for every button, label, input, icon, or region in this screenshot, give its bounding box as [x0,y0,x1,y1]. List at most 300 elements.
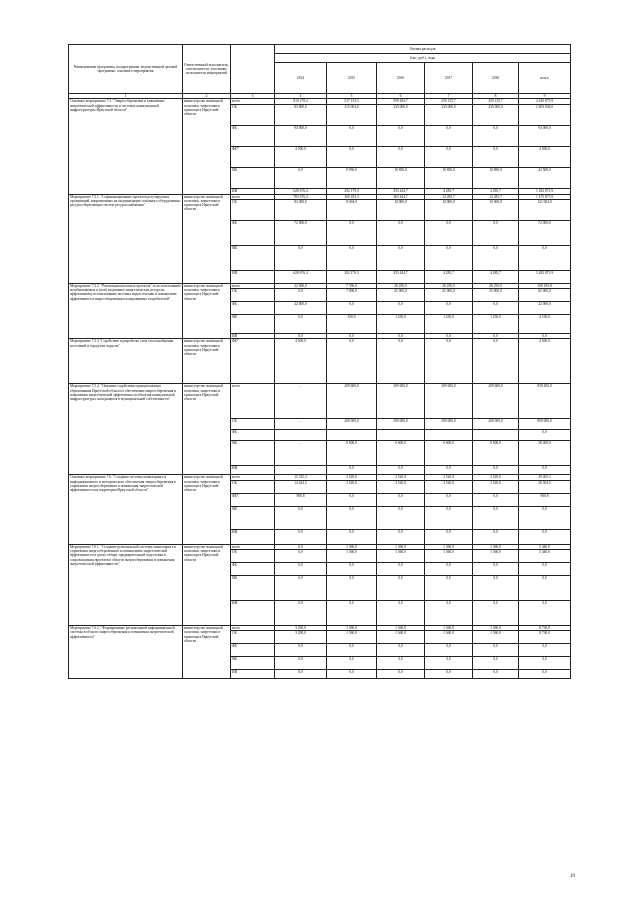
header-year: 2018 [473,63,519,94]
total-cell: 108 100,0 [519,283,571,288]
amount-cell: 1 360,0 [425,550,473,563]
amount-cell: 9 950,0 [327,167,377,188]
funding-source-cell: ИИ [231,529,275,544]
funding-source-cell: ФБ [231,430,275,441]
funding-source-cell: ИИ [231,334,275,339]
responsible-cell: министерство жилищной политики, энергетики и транспорта Иркутской области [183,283,231,339]
funding-source-cell: всего [231,384,275,419]
total-cell: 0,0 [519,576,571,601]
header-year: 2015 [327,63,377,94]
amount-cell: 0,0 [473,220,519,245]
header-responsible: Ответственный исполнитель, соисполнители, участники, исполнители мероприятий [183,45,231,94]
amount-cell: 353 444,7 [377,188,425,194]
total-cell: 38 400,0 [519,441,571,466]
funding-source-cell: ФБ* [231,146,275,167]
header-year: 2014 [275,63,327,94]
program-name-cell: Мероприятие 7.6.1. "Создание региональной системы мониторинга и управления энергосбережением и повышением энергетической эффективности в целях отбора, предварительной подготовки и сопровождения проектов в области энергосбережения и повышения энергетической эффективности" [69,544,183,625]
amount-cell: 235 000,0 [377,104,425,125]
amount-cell: 200 000,0 [473,419,519,430]
responsible-cell: министерство жилищной политики, энергетики и транспорта Иркутской области [183,626,231,679]
amount-cell: 14 424,5 [275,480,327,493]
funding-source-cell: ФБ [231,125,275,146]
amount-cell [425,430,473,441]
funding-source-cell: всего [231,544,275,549]
amount-cell: 0,0 [275,670,327,679]
amount-cell: 0,0 [377,339,425,384]
amount-cell: 83 000,0 [275,199,327,220]
amount-cell: 1 250,0 [377,315,425,334]
amount-cell: 0,0 [327,493,377,506]
amount-cell: 1 360,0 [327,631,377,644]
total-cell: 28 504,5 [519,480,571,493]
table-header [69,45,571,99]
amount-cell: 0,0 [327,576,377,601]
amount-cell: 0,0 [327,506,377,529]
amount-cell: 4 285,7 [425,188,473,194]
total-cell: 4 500,0 [519,339,571,384]
amount-cell: 10 850,0 [425,167,473,188]
total-cell: 8 730,0 [519,626,571,631]
amount-cell: 0,0 [327,670,377,679]
amount-cell: 900,8 [275,493,327,506]
total-cell: 0,0 [519,529,571,544]
funding-source-cell: всего [231,626,275,631]
amount-cell: 250 135,7 [473,99,519,104]
amount-cell: 215 004,0 [327,104,377,125]
amount-cell: 200 000,0 [425,419,473,430]
amount-cell: 0,0 [377,334,425,339]
funding-source-cell: ОБ [231,104,275,125]
amount-cell: 628 676,4 [275,270,327,283]
column-index: 7 [425,94,473,99]
total-cell: 8 730,0 [519,631,571,644]
responsible-cell: министерство жилищной политики, энергетики и транспорта Иркутской области [183,384,231,475]
amount-cell: 10 850,0 [473,167,519,188]
amount-cell: 0,0 [327,601,377,626]
amount-cell [473,430,519,441]
amount-cell: 0,0 [425,302,473,315]
header-year: 2017 [425,63,473,94]
amount-cell: 1 360,0 [327,626,377,631]
total-cell: 5 440,0 [519,550,571,563]
amount-cell: 15 325,3 [275,475,327,480]
amount-cell: 10 000,0 [473,199,519,220]
amount-cell [327,430,377,441]
amount-cell: 1 360,0 [327,550,377,563]
amount-cell: 628 676,4 [275,188,327,194]
amount-cell: 0,0 [327,334,377,339]
funding-source-cell: ОБ [231,631,275,644]
amount-cell: 10 000,0 [425,199,473,220]
budget-table [68,44,571,679]
funding-source-cell: ОБ [231,550,275,563]
amount-cell: 0,0 [327,529,377,544]
amount-cell: 10 000,0 [377,199,425,220]
amount-cell: 300 183,3 [327,194,377,199]
funding-source-cell: ФБ* [231,339,275,384]
amount-cell: 0,0 [327,125,377,146]
page-number: 10 [570,874,575,879]
amount-cell: 0,0 [327,220,377,245]
amount-cell: 250 135,7 [425,99,473,104]
total-cell: 82 000,0 [519,289,571,302]
funding-source-cell: ИИ [231,670,275,679]
amount-cell: 0,0 [425,576,473,601]
funding-source-cell: МБ [231,506,275,529]
amount-cell: 0,0 [275,506,327,529]
total-cell: 0,0 [519,601,571,626]
responsible-cell: министерство жилищной политики, энергетики и транспорта Иркутской области [183,99,231,194]
amount-cell: 0,0 [425,644,473,657]
amount-cell: 0,0 [473,657,519,670]
amount-cell: 0,0 [275,644,327,657]
total-cell: 900,8 [519,493,571,506]
amount-cell: 0,0 [473,302,519,315]
amount-cell: 0,0 [275,550,327,563]
amount-cell: 783 676,4 [275,194,327,199]
total-cell: 1 475 875,9 [519,194,571,199]
total-cell: 29 405,3 [519,475,571,480]
amount-cell: 7 350,0 [327,283,377,288]
header-total: итого [519,63,571,94]
amount-cell: 0,0 [377,670,425,679]
amount-cell: 0,0 [275,167,327,188]
amount-cell: 363 444,7 [377,194,425,199]
amount-cell: 10 850,0 [377,167,425,188]
amount-cell: 25 000,0 [473,289,519,302]
funding-source-cell: ИИ [231,270,275,283]
amount-cell: 0,0 [327,245,377,270]
amount-cell: 0,0 [377,657,425,670]
amount-cell: 3 520,0 [425,475,473,480]
responsible-cell: министерство жилищной политики, энергетики и транспорта Иркутской области [183,475,231,544]
amount-cell: 26 250,0 [377,283,425,288]
responsible-cell: министерство жилищной политики, энергетики и транспорта Иркутской области [183,339,231,384]
amount-cell: 0,0 [327,339,377,384]
total-cell: 2 426 875,9 [519,99,571,104]
program-name-cell: Мероприятие 7.5.3 "Содействие в разработке схем теплоснабжения поселений и городских округов" [69,339,183,384]
funding-source-cell: МБ [231,441,275,466]
column-index: 6 [377,94,425,99]
amount-cell: 0,0 [473,493,519,506]
program-name-cell: Основное мероприятие 7.5. "Энергосбережение и повышение энергетической эффективности в системах коммунальной инфраструктуры Иркутской области" [69,99,183,194]
amount-cell: 292 179,3 [327,188,377,194]
amount-cell: 0,0 [425,220,473,245]
amount-cell: 0,0 [275,289,327,302]
amount-cell: 1 360,0 [327,544,377,549]
amount-cell: 1 360,0 [473,544,519,549]
column-index: 2 [183,94,231,99]
amount-cell: 3 520,0 [377,480,425,493]
total-cell: 1 282 871,9 [519,270,571,283]
program-name-cell: Мероприятие 7.6.2. "Формирование региональной информационной системы в области энергосбережения и повышения энергетической эффективности" [69,626,183,679]
total-cell: 94 000,0 [519,125,571,146]
total-cell: 4 500,0 [519,146,571,167]
funding-source-cell: ИИ [231,188,275,194]
amount-cell: 0,0 [275,315,327,334]
amount-cell: 1 250,0 [473,315,519,334]
column-index: 5 [327,94,377,99]
amount-cell: 7 000,0 [327,289,377,302]
amount-cell: 3 520,0 [377,475,425,480]
amount-cell: 0,0 [275,334,327,339]
amount-cell: 3 290,0 [275,631,327,644]
funding-source-cell: ФБ [231,302,275,315]
amount-cell: 0,0 [377,529,425,544]
amount-cell: 26 250,0 [473,283,519,288]
amount-cell: 3 520,0 [473,475,519,480]
amount-cell: 3 520,0 [327,475,377,480]
total-cell: 22 000,0 [519,302,571,315]
amount-cell: 22 000,0 [275,283,327,288]
amount-cell: 0,0 [377,563,425,576]
amount-cell: – [275,441,327,466]
amount-cell: 0,0 [425,657,473,670]
amount-cell: 0,0 [377,146,425,167]
amount-cell: 0,0 [425,601,473,626]
amount-cell: 0,0 [275,563,327,576]
table-row [69,384,571,419]
amount-cell: 1 250,0 [425,315,473,334]
amount-cell: 0,0 [275,544,327,549]
amount-cell: 0,0 [473,576,519,601]
amount-cell: 4 285,7 [473,270,519,283]
amount-cell: 4 500,0 [275,339,327,384]
amount-cell: 22 000,0 [275,302,327,315]
header-unit: (тыс. руб.), годы [275,54,571,63]
amount-cell: 0,0 [473,563,519,576]
program-name-cell: Мероприятие 7.5.4. "Оказание содействия муниципальным образованиям Иркутской области в обеспечении энергосбережения и повышения энергетической эффективности объектов коммунальной инфраструктуры, находящихся в муниципальной собственности" [69,384,183,475]
responsible-cell: министерство жилищной политики, энергетики и транспорта Иркутской области [183,544,231,625]
amount-cell: 1 360,0 [425,631,473,644]
program-name-cell: Мероприятие 7.5.2. "Реализация пилотных проектов" по использованию возобновляемых и (или) вторичных энергетических ресурсов, эффективному использованию местных видов топлива и повышению эффективности энергосбережения изолированных потребителей" [69,283,183,339]
amount-cell: 0,0 [473,466,519,475]
column-index: 1 [69,94,183,99]
amount-cell: 0,0 [473,334,519,339]
amount-cell: – [275,419,327,430]
amount-cell: 3 520,0 [425,480,473,493]
amount-cell: 0,0 [425,670,473,679]
amount-cell: 0,0 [327,644,377,657]
total-cell: 1 282 871,9 [519,188,571,194]
column-index: 8 [473,94,519,99]
amount-cell: 0,0 [473,146,519,167]
amount-cell: 0,0 [425,493,473,506]
program-name-cell: Мероприятие 7.5.1. "Софинансирование проектов регулируемых организаций, направленных на модернизацию основного оборудования, ресурсосберегающих систем ресурсоснабжения" [69,194,183,283]
amount-cell: 1 360,0 [377,631,425,644]
amount-cell: 200 000,0 [377,419,425,430]
table-body [69,99,571,679]
column-index: 3 [231,94,275,99]
amount-cell: 209 600,0 [425,384,473,419]
amount-cell: 292 179,3 [327,270,377,283]
amount-cell: 9 600,0 [377,441,425,466]
total-cell: 121 004,0 [519,199,571,220]
total-cell: 4 100,0 [519,315,571,334]
amount-cell: 235 000,0 [473,104,519,125]
total-cell: 1 003 004,0 [519,104,571,125]
amount-cell: 4 285,7 [425,270,473,283]
amount-cell: 94 000,0 [275,125,327,146]
funding-source-cell: ФБ [231,644,275,657]
table-row [69,339,571,384]
funding-source-cell: ОБ [231,480,275,493]
total-cell: 0,0 [519,506,571,529]
funding-source-cell: МБ [231,657,275,670]
funding-source-cell: всего [231,475,275,480]
program-name-cell: Основное мероприятие 7.6. "Создание системы мониторинга и информационного и методического обеспечения энергосбережения в управлении энергосбережения и повышения энергетической эффективности на территории Иркутской области" [69,475,183,544]
amount-cell: 0,0 [327,563,377,576]
amount-cell: 0,0 [425,563,473,576]
amount-cell: 0,0 [473,529,519,544]
total-cell: 0,0 [519,430,571,441]
amount-cell: 235 000,0 [425,104,473,125]
amount-cell: 72 000,0 [275,220,327,245]
amount-cell: 0,0 [425,466,473,475]
funding-source-cell: МБ [231,315,275,334]
amount-cell: 0,0 [425,506,473,529]
total-cell: 0,0 [519,245,571,270]
funding-source-cell: МБ [231,245,275,270]
amount-cell: 3 520,0 [473,480,519,493]
funding-source-cell: МБ [231,576,275,601]
header-source [231,45,275,94]
amount-cell: 810 178,4 [275,99,327,104]
amount-cell: 0,0 [275,529,327,544]
amount-cell: 0,0 [275,245,327,270]
amount-cell: 0,0 [377,601,425,626]
funding-source-cell: ИИ [231,466,275,475]
amount-cell: 0,0 [377,493,425,506]
total-cell: 0,0 [519,334,571,339]
total-cell: 5 440,0 [519,544,571,549]
amount-cell: 0,0 [377,220,425,245]
funding-source-cell: ФБ [231,563,275,576]
amount-cell: 9 600,0 [327,441,377,466]
amount-cell: 0,0 [473,245,519,270]
amount-cell: 1 360,0 [377,626,425,631]
total-cell: 0,0 [519,466,571,475]
amount-cell: 8 004,0 [327,199,377,220]
amount-cell: 353 444,7 [377,270,425,283]
amount-cell: 0,0 [473,506,519,529]
amount-cell: 3 290,0 [275,626,327,631]
amount-cell: 0,0 [327,302,377,315]
funding-source-cell: ФБ* [231,493,275,506]
column-index: 4 [275,94,327,99]
funding-source-cell: всего [231,194,275,199]
amount-cell: 0,0 [425,125,473,146]
total-cell: 0,0 [519,657,571,670]
funding-source-cell: ОБ [231,289,275,302]
amount-cell: 0,0 [327,657,377,670]
amount-cell: 1 360,0 [425,626,473,631]
amount-cell: 0,0 [377,302,425,315]
amount-cell: 350,0 [327,315,377,334]
amount-cell: 0,0 [377,644,425,657]
amount-cell: 200 000,0 [327,419,377,430]
funding-source-cell: МБ [231,167,275,188]
funding-source-cell: ОБ [231,199,275,220]
total-cell: 0,0 [519,670,571,679]
amount-cell: 0,0 [275,657,327,670]
total-cell: 800 000,0 [519,419,571,430]
amount-cell: 209 600,0 [473,384,519,419]
amount-cell: 0,0 [425,245,473,270]
amount-cell: 0,0 [327,466,377,475]
amount-cell: 209 600,0 [377,384,425,419]
amount-cell: 14 285,7 [425,194,473,199]
amount-cell: 599 294,7 [377,99,425,104]
responsible-cell: министерство жилищной политики, энергетики и транспорта Иркутской области [183,194,231,283]
amount-cell [275,430,327,441]
funding-source-cell: ФБ [231,220,275,245]
amount-cell: – [275,466,327,475]
funding-source-cell: ОБ [231,419,275,430]
amount-cell: 3 520,0 [327,480,377,493]
amount-cell: 0,0 [377,466,425,475]
amount-cell: – [275,384,327,419]
amount-cell: 26 250,0 [425,283,473,288]
header-year: 2016 [377,63,425,94]
total-cell: 838 400,0 [519,384,571,419]
amount-cell: 4 500,0 [275,146,327,167]
total-cell: 0,0 [519,563,571,576]
amount-cell: 0,0 [425,529,473,544]
total-cell: 0,0 [519,644,571,657]
amount-cell: 25 000,0 [377,289,425,302]
amount-cell: 209 600,0 [327,384,377,419]
amount-cell: 0,0 [473,670,519,679]
amount-cell: 83 000,0 [275,104,327,125]
amount-cell: 0,0 [377,125,425,146]
amount-cell: 1 360,0 [377,544,425,549]
amount-cell: 0,0 [473,125,519,146]
amount-cell: 0,0 [425,334,473,339]
amount-cell: 0,0 [327,146,377,167]
amount-cell: 0,0 [275,601,327,626]
amount-cell: 0,0 [377,576,425,601]
amount-cell: 0,0 [473,644,519,657]
header-costs: Оценка расходов [275,45,571,54]
amount-cell: 14 285,7 [473,194,519,199]
amount-cell: 0,0 [377,506,425,529]
amount-cell: 1 360,0 [377,550,425,563]
amount-cell: 1 360,0 [473,626,519,631]
funding-source-cell: ИИ [231,601,275,626]
header-program-name: Наименование программы, подпрограммы, ведомственной целевой программы, основного мероприятия [69,45,183,94]
amount-cell: 0,0 [377,245,425,270]
amount-cell: 517 133,3 [327,99,377,104]
funding-source-cell: всего [231,283,275,288]
document-page [68,44,570,679]
amount-cell: 0,0 [275,576,327,601]
amount-cell: 4 285,7 [473,188,519,194]
amount-cell: 1 360,0 [473,631,519,644]
column-index: 9 [519,94,571,99]
amount-cell: 1 360,0 [473,550,519,563]
funding-source-cell: всего [231,99,275,104]
total-cell: 42 500,0 [519,167,571,188]
amount-cell [377,430,425,441]
amount-cell: 0,0 [473,339,519,384]
amount-cell: 9 600,0 [425,441,473,466]
amount-cell: 0,0 [425,339,473,384]
amount-cell: 9 600,0 [473,441,519,466]
amount-cell: 25 000,0 [425,289,473,302]
amount-cell: 0,0 [425,146,473,167]
amount-cell: 1 360,0 [425,544,473,549]
